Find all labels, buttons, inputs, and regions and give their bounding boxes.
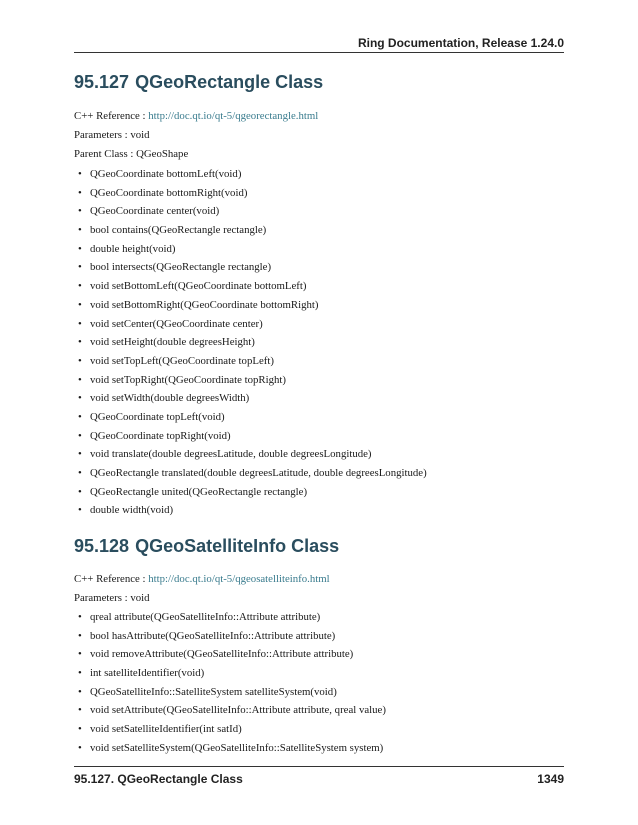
cpp-reference-label: C++ Reference : [74,110,149,122]
method-list-qgeosatelliteinfo [74,610,386,760]
list-item: • QGeoCoordinate bottomLeft(void) [74,167,427,186]
header-rule [74,52,564,53]
parent-class-line: Parent Class : QGeoShape [74,148,189,160]
page-number: 1349 [537,772,564,786]
list-item: • int satelliteIdentifier(void) [74,666,386,685]
list-item: • bool contains(QGeoRectangle rectangle) [74,223,427,242]
list-item: • void setSatelliteIdentifier(int satId) [74,722,386,741]
list-item: • QGeoCoordinate bottomRight(void) [74,186,427,205]
list-item: • void setTopRight(QGeoCoordinate topRight) [74,373,427,392]
cpp-reference-link[interactable]: http://doc.qt.io/qt-5/qgeorectangle.html [148,110,319,122]
cpp-reference-line [74,573,330,585]
list-item: • void translate(double degreesLatitude, double degreesLongitude) [74,447,427,466]
method-list-qgeorectangle [74,167,427,522]
cpp-reference-label: C++ Reference : [74,573,149,585]
list-item: • double width(void) [74,503,427,522]
list-item: • double height(void) [74,242,427,261]
section-number: 95.127 [74,72,130,92]
list-item: • void setBottomRight(QGeoCoordinate bottomRight) [74,298,427,317]
cpp-reference-line [74,110,318,122]
section-title: QGeoSatelliteInfo Class [135,536,340,556]
parameters-line: Parameters : void [74,592,150,604]
section-number: 95.128 [74,536,130,556]
list-item: • bool hasAttribute(QGeoSatelliteInfo::Attribute attribute) [74,629,386,648]
list-item: • void setTopLeft(QGeoCoordinate topLeft) [74,354,427,373]
list-item: • QGeoCoordinate topLeft(void) [74,410,427,429]
list-item: • QGeoCoordinate topRight(void) [74,429,427,448]
list-item: • void setCenter(QGeoCoordinate center) [74,317,427,336]
list-item: • QGeoRectangle united(QGeoRectangle rectangle) [74,485,427,504]
cpp-reference-link[interactable]: http://doc.qt.io/qt-5/qgeosatelliteinfo.html [148,573,330,585]
list-item: • qreal attribute(QGeoSatelliteInfo::Attribute attribute) [74,610,386,629]
list-item: • QGeoCoordinate center(void) [74,204,427,223]
list-item: • void setSatelliteSystem(QGeoSatelliteInfo::SatelliteSystem system) [74,741,386,760]
footer-section-label: 95.127. QGeoRectangle Class [74,772,243,786]
section-heading-qgeosatelliteinfo [74,536,339,557]
list-item: • bool intersects(QGeoRectangle rectangle) [74,260,427,279]
list-item: • QGeoRectangle translated(double degreesLatitude, double degreesLongitude) [74,466,427,485]
list-item: • QGeoSatelliteInfo::SatelliteSystem satelliteSystem(void) [74,685,386,704]
footer-rule [74,766,564,767]
parameters-line: Parameters : void [74,129,150,141]
list-item: • void setBottomLeft(QGeoCoordinate bottomLeft) [74,279,427,298]
list-item: • void setAttribute(QGeoSatelliteInfo::Attribute attribute, qreal value) [74,703,386,722]
list-item: • void setWidth(double degreesWidth) [74,391,427,410]
running-header: Ring Documentation, Release 1.24.0 [357,36,564,50]
section-title: QGeoRectangle Class [135,72,324,92]
list-item: • void removeAttribute(QGeoSatelliteInfo::Attribute attribute) [74,647,386,666]
section-heading-qgeorectangle [74,72,323,93]
list-item: • void setHeight(double degreesHeight) [74,335,427,354]
